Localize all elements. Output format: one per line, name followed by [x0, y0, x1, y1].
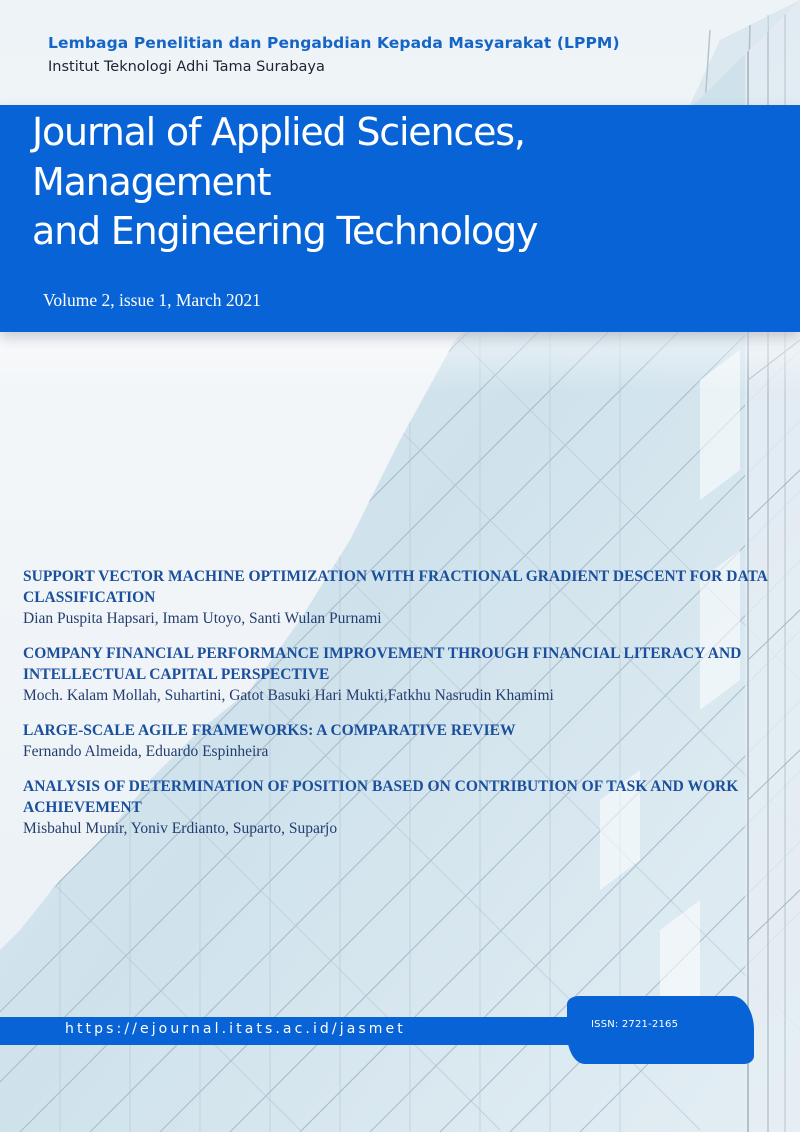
journal-url-bar: [0, 1017, 600, 1045]
article-authors: Moch. Kalam Mollah, Suhartini, Gatot Basuki Hari Mukti,Fatkhu Nasrudin Khamimi: [23, 687, 554, 704]
article-item: [23, 566, 783, 629]
publisher-organization: Lembaga Penelitian dan Pengabdian Kepada Masyarakat (LPPM): [48, 34, 620, 52]
article-title: SUPPORT VECTOR MACHINE OPTIMIZATION WITH FRACTIONAL GRADIENT DESCENT FOR DATA CLASSIFICATION: [23, 568, 768, 606]
article-item: [23, 776, 783, 839]
article-title: LARGE-SCALE AGILE FRAMEWORKS: A COMPARATIVE REVIEW: [23, 722, 516, 739]
article-authors: Dian Puspita Hapsari, Imam Utoyo, Santi Wulan Purnami: [23, 610, 382, 627]
article-authors: Misbahul Munir, Yoniv Erdianto, Suparto, Suparjo: [23, 820, 338, 837]
journal-url-link[interactable]: https://ejournal.itats.ac.id/jasmet: [65, 1021, 406, 1037]
article-list: [23, 566, 783, 853]
article-title: COMPANY FINANCIAL PERFORMANCE IMPROVEMENT THROUGH FINANCIAL LITERACY AND INTELLECTUAL CAPITAL PERSPECTIVE: [23, 645, 742, 683]
journal-title-line-2: Management: [32, 159, 271, 204]
issn-number: ISSN: 2721-2165: [591, 1019, 679, 1030]
volume-issue-date: Volume 2, issue 1, March 2021: [43, 290, 261, 310]
article-item: [23, 643, 783, 706]
issn-badge: [567, 996, 754, 1064]
journal-title-line-3: and Engineering Technology: [32, 209, 538, 253]
article-authors: Fernando Almeida, Eduardo Espinheira: [23, 743, 269, 760]
journal-title-line-1: Journal of Applied Sciences,: [32, 110, 525, 154]
journal-title-banner: [0, 105, 800, 332]
article-item: [23, 720, 783, 762]
publisher-institution: Institut Teknologi Adhi Tama Surabaya: [48, 59, 325, 75]
article-title: ANALYSIS OF DETERMINATION OF POSITION BASED ON CONTRIBUTION OF TASK AND WORK ACHIEVEMENT: [23, 778, 739, 816]
journal-title: [32, 108, 537, 257]
